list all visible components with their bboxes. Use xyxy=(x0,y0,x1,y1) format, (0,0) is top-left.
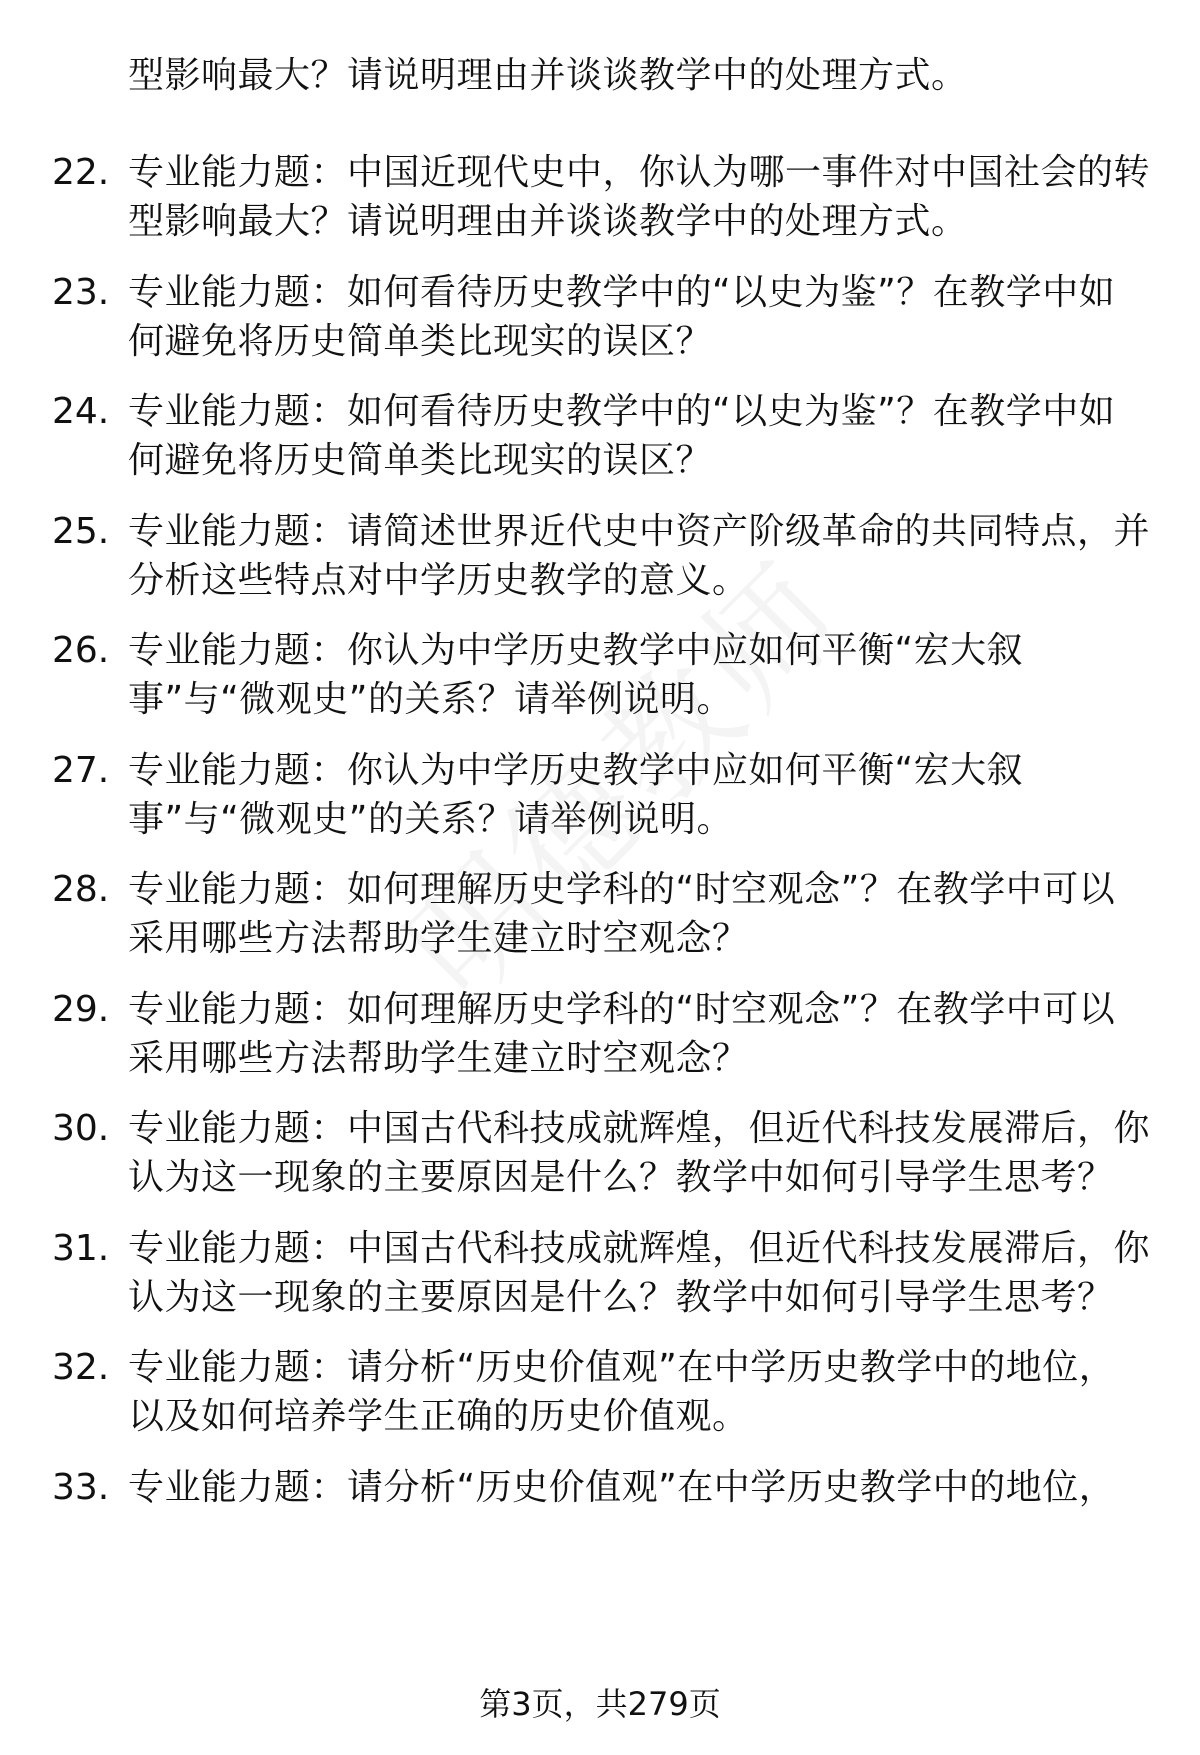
question-text-line: 专业能力题：你认为中学历史教学中应如何平衡“宏大叙 xyxy=(128,750,1024,791)
question-number: 33. xyxy=(52,1467,110,1508)
question-text-line: 事”与“微观史”的关系？请举例说明。 xyxy=(128,679,733,720)
question-text-line: 专业能力题：中国古代科技成就辉煌，但近代科技发展滞后，你 xyxy=(128,1108,1151,1149)
question-number: 31. xyxy=(52,1228,110,1269)
question-number: 23. xyxy=(52,272,110,313)
question-number: 30. xyxy=(52,1108,110,1149)
question-text-line: 型影响最大？请说明理由并谈谈教学中的处理方式。 xyxy=(128,201,968,242)
question-text-line: 何避免将历史简单类比现实的误区？ xyxy=(128,440,713,481)
question-number: 26. xyxy=(52,630,110,671)
question-text-line: 专业能力题：你认为中学历史教学中应如何平衡“宏大叙 xyxy=(128,630,1024,671)
question-text-line: 认为这一现象的主要原因是什么？教学中如何引导学生思考？ xyxy=(128,1277,1114,1318)
question-text-line: 采用哪些方法帮助学生建立时空观念？ xyxy=(128,1038,749,1079)
question-text-line: 采用哪些方法帮助学生建立时空观念？ xyxy=(128,918,749,959)
question-text-line: 专业能力题：中国古代科技成就辉煌，但近代科技发展滞后，你 xyxy=(128,1228,1151,1269)
question-text-line: 专业能力题：中国近现代史中，你认为哪一事件对中国社会的转 xyxy=(128,152,1151,193)
question-number: 24. xyxy=(52,391,110,432)
question-number: 25. xyxy=(52,511,110,552)
question-text-line: 事”与“微观史”的关系？请举例说明。 xyxy=(128,799,733,840)
page-number: 第3页，共279页 xyxy=(479,1685,721,1723)
question-text-line: 专业能力题：请分析“历史价值观”在中学历史教学中的地位， xyxy=(128,1347,1116,1388)
question-text-line: 专业能力题：请简述世界近代史中资产阶级革命的共同特点，并 xyxy=(128,511,1151,552)
question-text-line: 专业能力题：请分析“历史价值观”在中学历史教学中的地位， xyxy=(128,1467,1116,1508)
question-text-line: 专业能力题：如何看待历史教学中的“以史为鉴”？在教学中如 xyxy=(128,391,1116,432)
question-text-line: 专业能力题：如何理解历史学科的“时空观念”？在教学中可以 xyxy=(128,989,1116,1030)
question-text-line: 专业能力题：如何看待历史教学中的“以史为鉴”？在教学中如 xyxy=(128,272,1116,313)
question-text-line: 以及如何培养学生正确的历史价值观。 xyxy=(128,1396,749,1437)
question-number: 29. xyxy=(52,989,110,1030)
question-number: 32. xyxy=(52,1347,110,1388)
question-text-line: 认为这一现象的主要原因是什么？教学中如何引导学生思考？ xyxy=(128,1157,1114,1198)
question-text-line: 专业能力题：如何理解历史学科的“时空观念”？在教学中可以 xyxy=(128,869,1116,910)
question-number: 28. xyxy=(52,869,110,910)
question-number: 22. xyxy=(52,152,110,193)
question-text-line: 何避免将历史简单类比现实的误区？ xyxy=(128,321,713,362)
question-text-line: 分析这些特点对中学历史教学的意义。 xyxy=(128,560,749,601)
question-continuation-line: 型影响最大？请说明理由并谈谈教学中的处理方式。 xyxy=(128,55,968,96)
question-number: 27. xyxy=(52,750,110,791)
